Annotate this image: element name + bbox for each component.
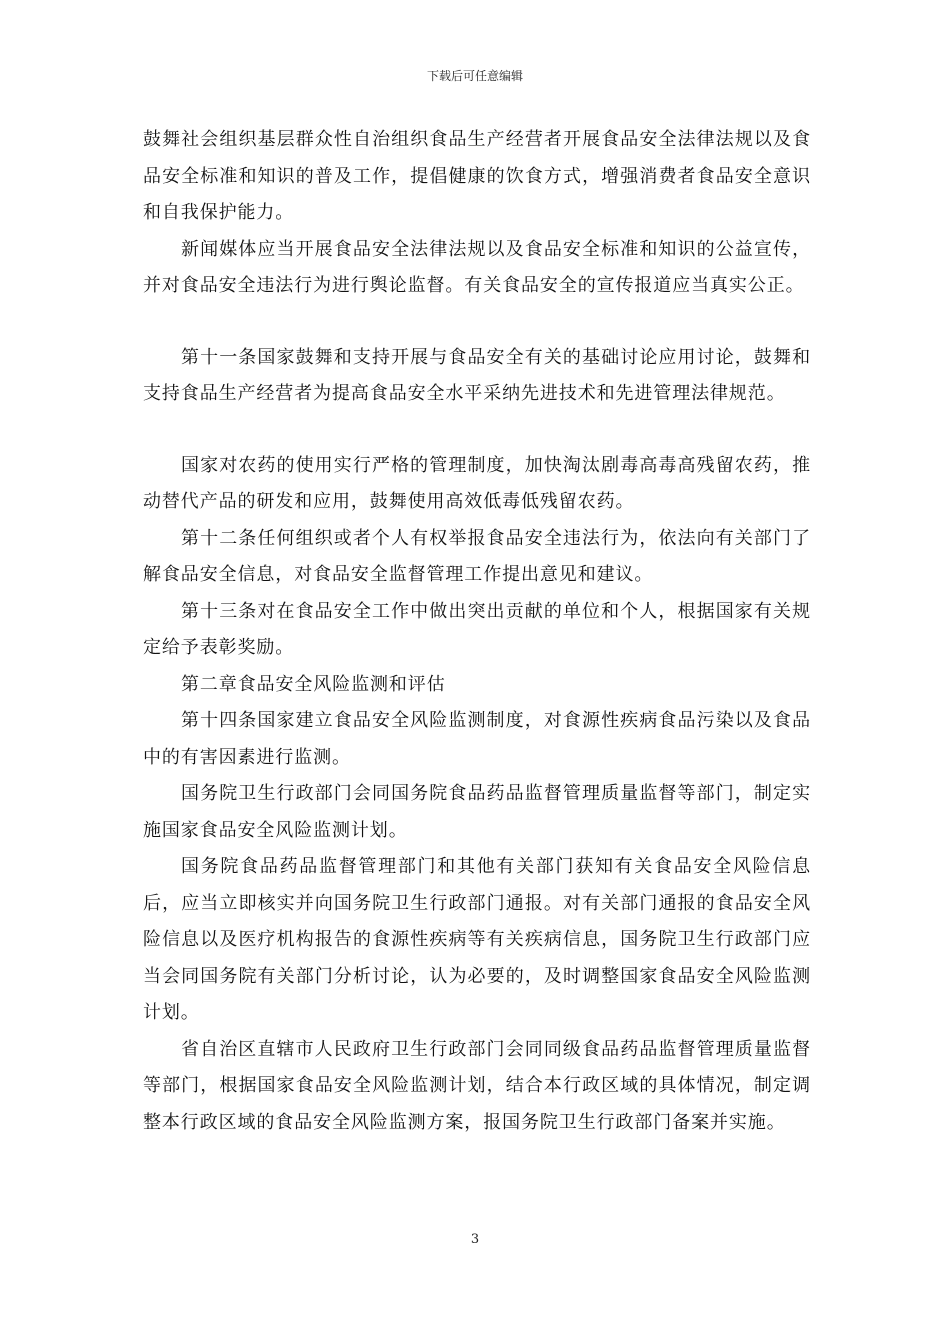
paragraph-provincial-plan: 省自治区直辖市人民政府卫生行政部门会同同级食品药品监督管理质量监督等部门，根据国家食品安全风险监测计划，结合本行政区域的具体情况，制定调整本行政区域的食品安全风险监测方案，报国务院卫生行政部门备案并实施。 [143, 1038, 811, 1133]
paragraph-article-11: 第十一条国家鼓舞和支持开展与食品安全有关的基础讨论应用讨论，鼓舞和支持食品生产经营者为提高食品安全水平采纳先进技术和先进管理法律规范。 [143, 346, 811, 404]
document-body [143, 122, 811, 1141]
chapter-heading: 第二章食品安全风险监测和评估 [181, 673, 446, 695]
paragraph-risk-information: 国务院食品药品监督管理部门和其他有关部门获知有关食品安全风险信息后，应当立即核实并向国务院卫生行政部门通报。对有关部门通报的食品安全风险信息以及医疗机构报告的食源性疾病等有关疾病信息，国务院卫生行政部门应当会同国务院有关部门分析讨论，认为必要的，及时调整国家食品安全风险监测计划。 [143, 856, 811, 1023]
paragraph-article-13: 第十三条对在食品安全工作中做出突出贡献的单位和个人，根据国家有关规定给予表彰奖励。 [143, 600, 811, 658]
page-number: 3 [470, 1232, 480, 1247]
paragraph-article-12: 第十二条任何组织或者个人有权举报食品安全违法行为，依法向有关部门了解食品安全信息，对食品安全监督管理工作提出意见和建议。 [143, 527, 811, 585]
paragraph-pesticide-management: 国家对农药的使用实行严格的管理制度，加快淘汰剧毒高毒高残留农药，推动替代产品的研发和应用，鼓舞使用高效低毒低残留农药。 [143, 454, 811, 512]
paragraph-social-education: 鼓舞社会组织基层群众性自治组织食品生产经营者开展食品安全法律法规以及食品安全标准和知识的普及工作，提倡健康的饮食方式，增强消费者食品安全意识和自我保护能力。 [143, 129, 811, 223]
paragraph-media-publicity: 新闻媒体应当开展食品安全法律法规以及食品安全标准和知识的公益宣传，并对食品安全违法行为进行舆论监督。有关食品安全的宣传报道应当真实公正。 [143, 238, 811, 296]
paragraph-article-14: 第十四条国家建立食品安全风险监测制度，对食源性疾病食品污染以及食品中的有害因素进行监测。 [143, 710, 811, 768]
paragraph-monitoring-plan: 国务院卫生行政部门会同国务院食品药品监督管理质量监督等部门，制定实施国家食品安全风险监测计划。 [143, 783, 811, 841]
page-header: 下载后可任意编辑 [426, 69, 523, 83]
